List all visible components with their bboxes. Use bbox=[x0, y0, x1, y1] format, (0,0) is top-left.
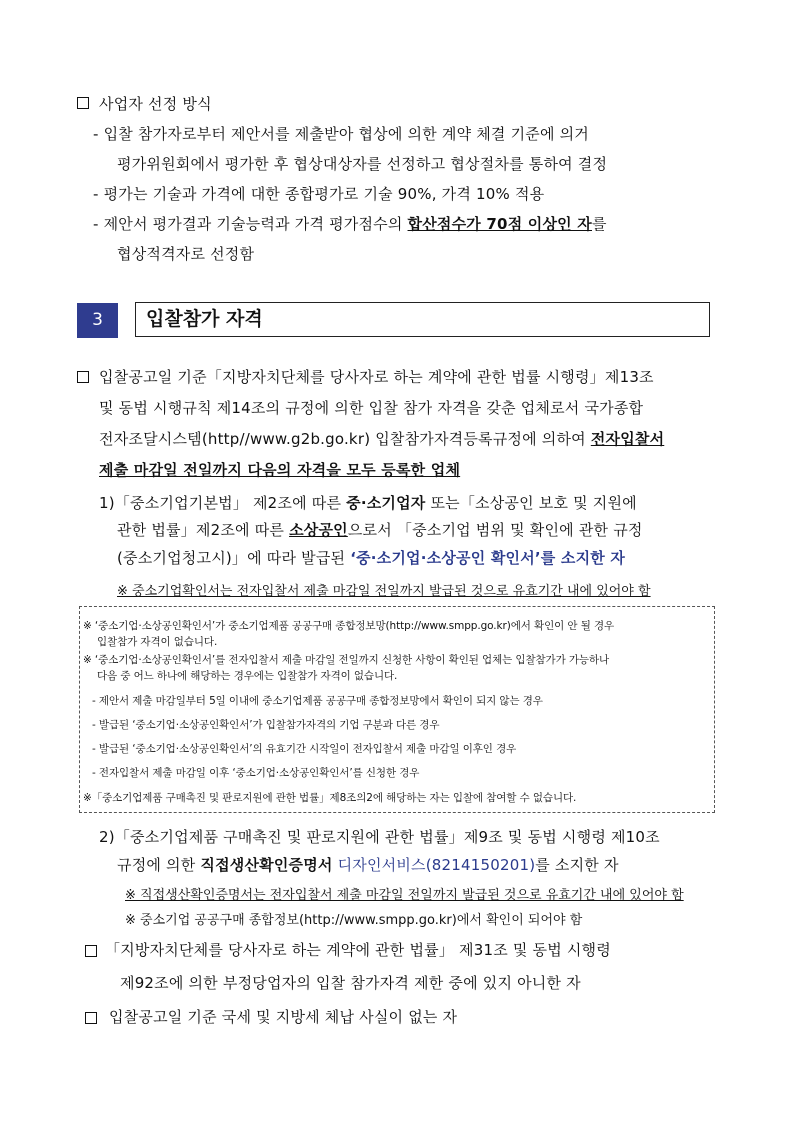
item2-line2-d: 를 소지한 자 bbox=[535, 856, 619, 874]
item2-line2-c: 디자인서비스(8214150201) bbox=[332, 856, 536, 874]
item1-line3-a: (중소기업청고시)」에 따라 발급된 bbox=[117, 549, 351, 567]
section-title: 입찰참가 자격 bbox=[135, 302, 710, 337]
item2-line2 bbox=[117, 854, 619, 875]
s1-line1a: - 입찰 참가자로부터 제안서를 제출받아 협상에 의한 계약 체결 기준에 의거 bbox=[93, 125, 589, 143]
item1-line1-b: 중·소기업자 bbox=[346, 494, 426, 512]
section-number: 3 bbox=[77, 303, 118, 338]
item1-line3-b: ‘중·소기업·소상공인 확인서’를 소지한 자 bbox=[350, 549, 626, 567]
s1-line3-pre: - 제안서 평가결과 기술능력과 가격 평가점수의 bbox=[93, 215, 408, 233]
note-d3: - 발급된 ‘중소기업·소상공인확인서’의 유효기간 시작일이 전자입찰서 제출 마감일 이후인 경우 bbox=[92, 743, 517, 755]
item1-line2-a: 관한 법률」제2조에 따른 bbox=[117, 521, 290, 539]
item1-note: ※ 중소기업확인서는 전자입찰서 제출 마감일 전일까지 발급된 것으로 유효기간 내에 있어야 함 bbox=[117, 584, 651, 599]
p1-line3-bold: 전자입찰서 bbox=[590, 430, 665, 448]
item2-note1: ※ 직접생산확인증명서는 전자입찰서 제출 마감일 전일까지 발급된 것으로 유효기간 내에 있어야 함 bbox=[125, 888, 684, 903]
p1-line1: 입찰공고일 기준「지방자치단체를 당사자로 하는 계약에 관한 법률 시행령」제13조 bbox=[99, 368, 654, 386]
p2-line1: 「지방자치단체를 당사자로 하는 계약에 관한 법률」 제31조 및 동법 시행령 bbox=[105, 941, 611, 959]
item1-line2-b: 소상공인 bbox=[289, 521, 348, 539]
item2-line1: 2)「중소기업제품 구매촉진 및 판로지원에 관한 법률」제9조 및 동법 시행령 제10조 bbox=[99, 828, 660, 846]
item1-line1-a: 1)「중소기업기본법」 제2조에 따른 bbox=[99, 494, 347, 512]
s1-title: 사업자 선정 방식 bbox=[99, 95, 212, 113]
s1-line3b: 협상적격자로 선정함 bbox=[117, 245, 255, 263]
s1-line3 bbox=[93, 213, 607, 234]
p1-line2: 및 동법 시행규칙 제14조의 규정에 의한 입찰 참가 자격을 갖춘 업체로서 국가종합 bbox=[99, 399, 644, 417]
item1-line2 bbox=[117, 519, 643, 540]
s1-line3-post: 를 bbox=[592, 215, 607, 233]
item1-line1-c: 또는「소상공인 보호 및 지원에 bbox=[425, 494, 637, 512]
checkbox-icon bbox=[77, 371, 89, 383]
note-d4: - 전자입찰서 제출 마감일 이후 ‘중소기업·소상공인확인서’를 신청한 경우 bbox=[92, 767, 420, 779]
p2-line2: 제92조에 의한 부정당업자의 입찰 참가자격 제한 중에 있지 아니한 자 bbox=[120, 974, 581, 992]
checkbox-icon bbox=[77, 97, 89, 109]
item1-line3 bbox=[117, 547, 625, 568]
checkbox-icon bbox=[85, 945, 97, 957]
note-1a: ※ ‘중소기업·소상공인확인서’가 중소기업제품 공공구매 종합정보망(http://www.smpp.go.kr)에서 확인이 안 될 경우 bbox=[83, 620, 615, 632]
s1-line3-bold: 합산점수가 70점 이상인 자 bbox=[407, 215, 592, 233]
checkbox-icon bbox=[85, 1012, 97, 1024]
note-d1: - 제안서 제출 마감일부터 5일 이내에 중소기업제품 공공구매 종합정보망에서 확인이 되지 않는 경우 bbox=[92, 695, 543, 707]
note-2a: ※ ‘중소기업·소상공인확인서’를 전자입찰서 제출 마감일 전일까지 신청한 사항이 확인된 업체는 입찰참가가 가능하나 bbox=[83, 654, 610, 666]
s1-line1b: 평가위원회에서 평가한 후 협상대상자를 선정하고 협상절차를 통하여 결정 bbox=[117, 155, 608, 173]
p1-line3 bbox=[99, 428, 664, 449]
p3-line1: 입찰공고일 기준 국세 및 지방세 체납 사실이 없는 자 bbox=[109, 1008, 458, 1026]
s1-line2: - 평가는 기술과 가격에 대한 종합평가로 기술 90%, 가격 10% 적용 bbox=[93, 185, 545, 203]
note-3: ※「중소기업제품 구매촉진 및 판로지원에 관한 법률」제8조의2에 해당하는 자는 입찰에 참여할 수 없습니다. bbox=[83, 792, 577, 804]
p1-line4: 제출 마감일 전일까지 다음의 자격을 모두 등록한 업체 bbox=[99, 461, 461, 479]
p1-line3-pre: 전자조달시스템(http//www.g2b.go.kr) 입찰참가자격등록규정에 의하여 bbox=[99, 430, 591, 448]
item1-line1 bbox=[99, 492, 637, 513]
item2-line2-a: 규정에 의한 bbox=[117, 856, 201, 874]
item2-note2: ※ 중소기업 공공구매 종합정보(http://www.smpp.go.kr)에서 확인이 되어야 함 bbox=[125, 913, 583, 928]
item1-line2-c: 으로서 「중소기업 범위 및 확인에 관한 규정 bbox=[347, 521, 643, 539]
item2-line2-b: 직접생산확인증명서 bbox=[200, 856, 333, 874]
note-1b: 입찰참가 자격이 없습니다. bbox=[97, 636, 218, 648]
note-d2: - 발급된 ‘중소기업·소상공인확인서’가 입찰참가자격의 기업 구분과 다른 경우 bbox=[92, 719, 440, 731]
note-2b: 다음 중 어느 하나에 해당하는 경우에는 입찰참가 자격이 없습니다. bbox=[97, 670, 398, 682]
